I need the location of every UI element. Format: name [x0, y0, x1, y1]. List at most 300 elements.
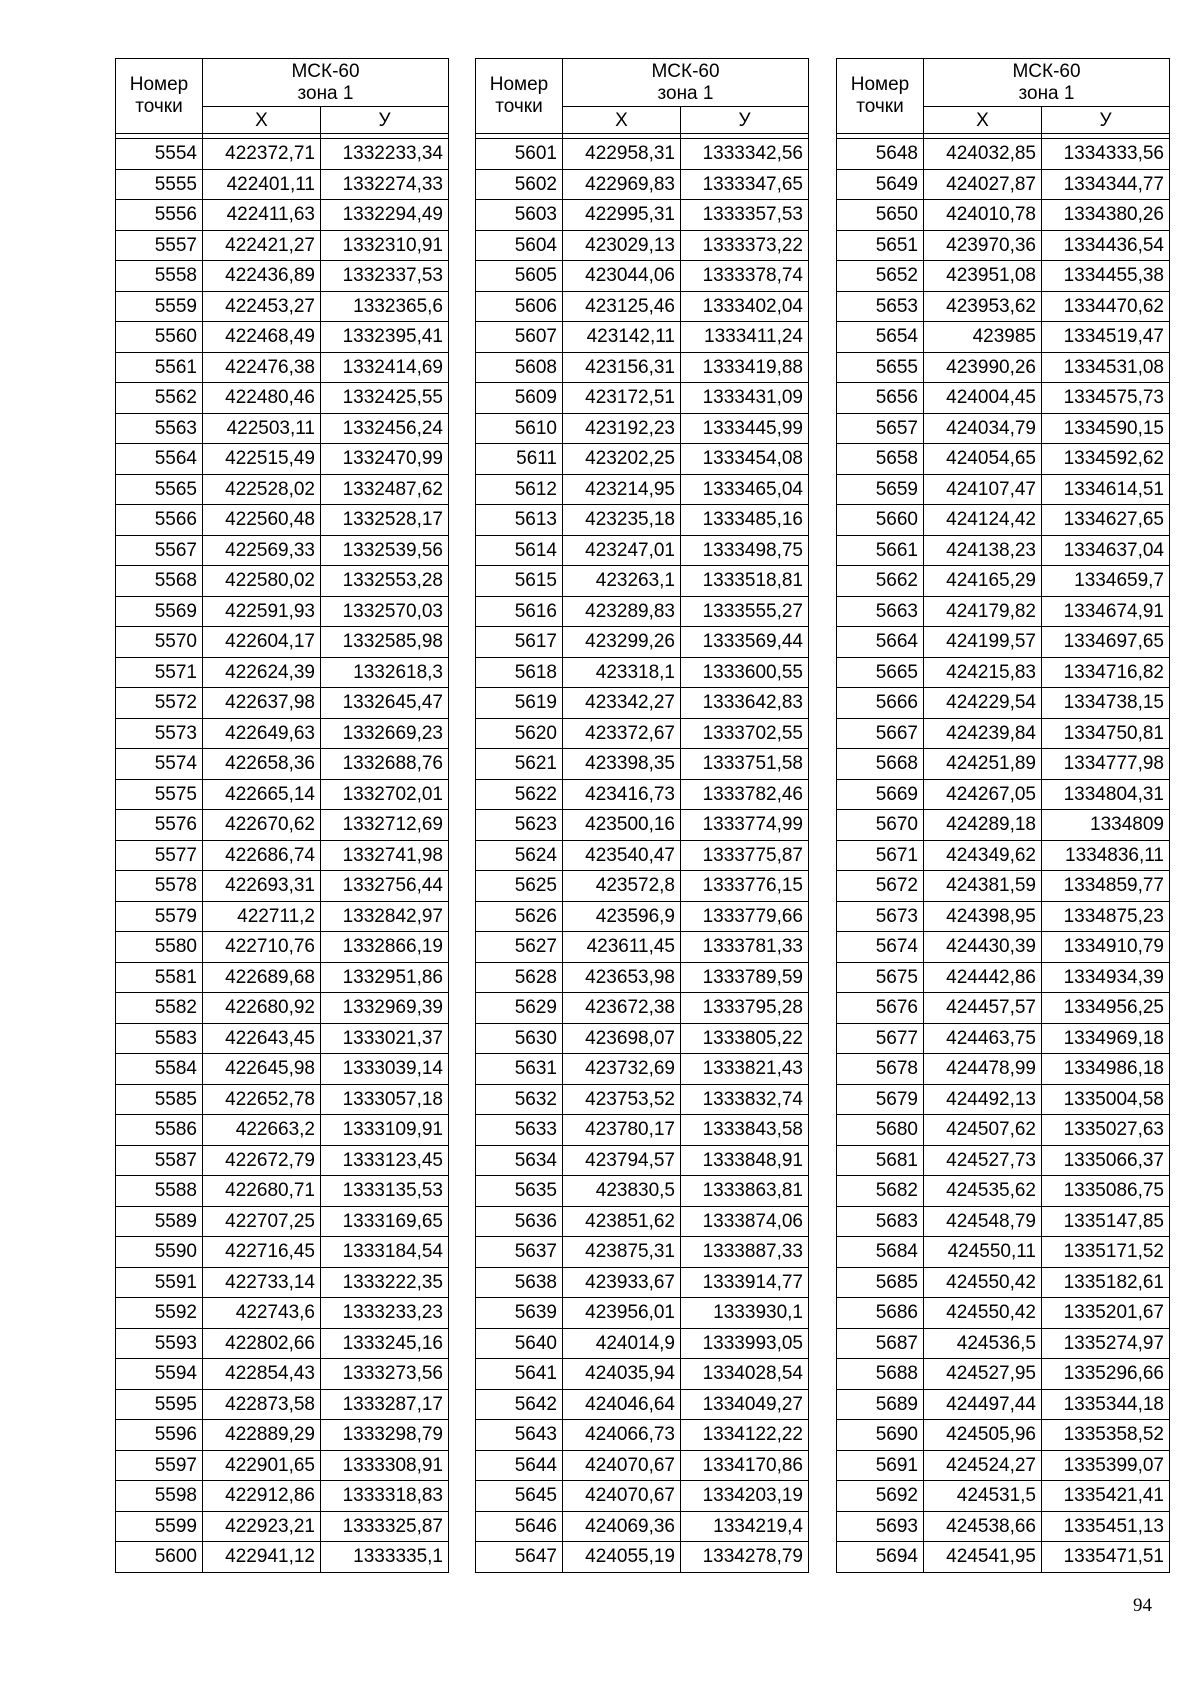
x-coordinate-cell: 422802,66	[203, 1328, 321, 1359]
table-row	[837, 932, 1170, 963]
point-number-cell: 5655	[837, 352, 924, 383]
y-coordinate-cell: 1334333,56	[1042, 139, 1170, 170]
point-number-cell: 5592	[116, 1298, 203, 1329]
point-number-cell: 5624	[476, 840, 563, 871]
table-row	[116, 688, 449, 719]
x-coordinate-cell: 423985	[924, 322, 1042, 353]
y-coordinate-cell: 1332756,44	[321, 871, 449, 902]
table-row	[476, 1511, 809, 1542]
table-row	[476, 1298, 809, 1329]
x-coordinate-cell: 424054,65	[924, 444, 1042, 475]
table-row	[837, 657, 1170, 688]
y-coordinate-cell: 1333169,65	[321, 1206, 449, 1237]
table-row	[476, 1542, 809, 1573]
y-coordinate-cell: 1333298,79	[321, 1420, 449, 1451]
x-coordinate-cell: 422707,25	[203, 1206, 321, 1237]
point-number-cell: 5687	[837, 1328, 924, 1359]
x-coordinate-cell: 422901,65	[203, 1450, 321, 1481]
table-row	[116, 871, 449, 902]
x-coordinate-cell: 424229,54	[924, 688, 1042, 719]
y-coordinate-cell: 1333485,16	[681, 505, 809, 536]
x-coordinate-cell: 424107,47	[924, 474, 1042, 505]
x-coordinate-cell: 422680,71	[203, 1176, 321, 1207]
y-coordinate-cell: 1332539,56	[321, 535, 449, 566]
table-row	[476, 1206, 809, 1237]
x-coordinate-cell: 422436,89	[203, 261, 321, 292]
x-coordinate-cell: 423044,06	[563, 261, 681, 292]
point-number-cell: 5558	[116, 261, 203, 292]
y-coordinate-cell: 1334519,47	[1042, 322, 1170, 353]
x-coordinate-cell: 423235,18	[563, 505, 681, 536]
y-coordinate-cell: 1332337,53	[321, 261, 449, 292]
table-row	[116, 1206, 449, 1237]
y-coordinate-cell: 1333555,27	[681, 596, 809, 627]
table-row	[837, 291, 1170, 322]
point-number-cell: 5653	[837, 291, 924, 322]
table-row	[837, 688, 1170, 719]
table-row	[476, 1267, 809, 1298]
point-number-cell: 5594	[116, 1359, 203, 1390]
table-row	[116, 779, 449, 810]
x-coordinate-cell: 424507,62	[924, 1115, 1042, 1146]
table-row	[476, 596, 809, 627]
x-coordinate-cell: 422686,74	[203, 840, 321, 871]
table-row	[116, 291, 449, 322]
point-number-cell: 5612	[476, 474, 563, 505]
point-number-cell: 5573	[116, 718, 203, 749]
y-coordinate-cell: 1334590,15	[1042, 413, 1170, 444]
table-row	[837, 1298, 1170, 1329]
y-coordinate-cell: 1334969,18	[1042, 1023, 1170, 1054]
x-coordinate-cell: 424069,36	[563, 1511, 681, 1542]
y-coordinate-cell: 1332425,55	[321, 383, 449, 414]
point-number-cell: 5617	[476, 627, 563, 658]
point-number-cell: 5618	[476, 657, 563, 688]
y-coordinate-cell: 1334028,54	[681, 1359, 809, 1390]
table-row	[837, 1328, 1170, 1359]
table-row	[837, 901, 1170, 932]
y-coordinate-cell: 1333411,24	[681, 322, 809, 353]
y-coordinate-cell: 1334859,77	[1042, 871, 1170, 902]
y-coordinate-cell: 1334836,11	[1042, 840, 1170, 871]
table-row	[476, 444, 809, 475]
table-row	[116, 840, 449, 871]
y-coordinate-cell: 1333325,87	[321, 1511, 449, 1542]
x-coordinate-cell: 424124,42	[924, 505, 1042, 536]
table-row	[837, 474, 1170, 505]
y-coordinate-cell: 1333498,75	[681, 535, 809, 566]
y-coordinate-cell: 1334956,25	[1042, 993, 1170, 1024]
table-row	[476, 1237, 809, 1268]
point-number-cell: 5568	[116, 566, 203, 597]
x-coordinate-cell: 422670,62	[203, 810, 321, 841]
x-coordinate-cell: 422665,14	[203, 779, 321, 810]
x-coordinate-cell: 424199,57	[924, 627, 1042, 658]
table-row	[476, 169, 809, 200]
table-row	[116, 169, 449, 200]
table-row	[116, 261, 449, 292]
y-coordinate-cell: 1334344,77	[1042, 169, 1170, 200]
point-number-cell: 5643	[476, 1420, 563, 1451]
table-row	[476, 688, 809, 719]
point-number-cell: 5622	[476, 779, 563, 810]
table-row	[837, 1267, 1170, 1298]
point-number-cell: 5633	[476, 1115, 563, 1146]
x-coordinate-cell: 422480,46	[203, 383, 321, 414]
table-row	[116, 1023, 449, 1054]
table-row	[476, 749, 809, 780]
y-coordinate-cell: 1333569,44	[681, 627, 809, 658]
table-row	[837, 1176, 1170, 1207]
x-coordinate-cell: 424457,57	[924, 993, 1042, 1024]
x-coordinate-cell: 422421,27	[203, 230, 321, 261]
y-coordinate-cell: 1335358,52	[1042, 1420, 1170, 1451]
x-coordinate-cell: 424034,79	[924, 413, 1042, 444]
x-coordinate-cell: 423951,08	[924, 261, 1042, 292]
y-coordinate-cell: 1334777,98	[1042, 749, 1170, 780]
x-coordinate-cell: 422476,38	[203, 352, 321, 383]
table-row	[837, 383, 1170, 414]
table-row	[476, 139, 809, 170]
x-coordinate-cell: 424548,79	[924, 1206, 1042, 1237]
y-coordinate-cell: 1333021,37	[321, 1023, 449, 1054]
y-coordinate-cell: 1334750,81	[1042, 718, 1170, 749]
x-coordinate-cell: 424004,45	[924, 383, 1042, 414]
point-number-cell: 5691	[837, 1450, 924, 1481]
y-coordinate-cell: 1334804,31	[1042, 779, 1170, 810]
point-number-cell: 5603	[476, 200, 563, 231]
y-coordinate-cell: 1334531,08	[1042, 352, 1170, 383]
point-number-cell: 5554	[116, 139, 203, 170]
table-row	[837, 566, 1170, 597]
x-coordinate-cell: 424550,42	[924, 1298, 1042, 1329]
table-row	[476, 1450, 809, 1481]
x-coordinate-cell: 424527,95	[924, 1359, 1042, 1390]
x-coordinate-cell: 423318,1	[563, 657, 681, 688]
y-coordinate-cell: 1333184,54	[321, 1237, 449, 1268]
x-coordinate-cell: 422854,43	[203, 1359, 321, 1390]
coordinate-system-header: МСК-60 зона 1	[203, 59, 449, 107]
y-coordinate-cell: 1332414,69	[321, 352, 449, 383]
x-coordinate-cell: 423156,31	[563, 352, 681, 383]
table-row	[837, 444, 1170, 475]
y-coordinate-cell: 1334575,73	[1042, 383, 1170, 414]
table-row	[116, 352, 449, 383]
table-row	[476, 535, 809, 566]
point-number-cell: 5652	[837, 261, 924, 292]
table-row	[476, 932, 809, 963]
point-number-cell: 5606	[476, 291, 563, 322]
y-coordinate-cell: 1334934,39	[1042, 962, 1170, 993]
point-number-cell: 5566	[116, 505, 203, 536]
table-row	[476, 230, 809, 261]
y-coordinate-cell: 1333109,91	[321, 1115, 449, 1146]
y-coordinate-cell: 1335296,66	[1042, 1359, 1170, 1390]
table-row	[837, 810, 1170, 841]
table-row	[116, 1237, 449, 1268]
point-number-cell: 5564	[116, 444, 203, 475]
table-row	[476, 1176, 809, 1207]
point-number-cell: 5559	[116, 291, 203, 322]
point-number-cell: 5595	[116, 1389, 203, 1420]
table-row	[116, 200, 449, 231]
y-coordinate-cell: 1332233,34	[321, 139, 449, 170]
x-coordinate-cell: 424267,05	[924, 779, 1042, 810]
y-coordinate-cell: 1332951,86	[321, 962, 449, 993]
y-coordinate-cell: 1334875,23	[1042, 901, 1170, 932]
point-number-cell: 5583	[116, 1023, 203, 1054]
point-number-cell: 5659	[837, 474, 924, 505]
table-row	[837, 169, 1170, 200]
y-coordinate-cell: 1334738,15	[1042, 688, 1170, 719]
y-coordinate-cell: 1335004,58	[1042, 1084, 1170, 1115]
table-row	[116, 1511, 449, 1542]
y-coordinate-cell: 1335399,07	[1042, 1450, 1170, 1481]
x-coordinate-cell: 423192,23	[563, 413, 681, 444]
point-number-cell: 5651	[837, 230, 924, 261]
y-coordinate-cell: 1335086,75	[1042, 1176, 1170, 1207]
table-row	[116, 1450, 449, 1481]
x-coordinate-cell: 424535,62	[924, 1176, 1042, 1207]
point-number-cell: 5689	[837, 1389, 924, 1420]
y-coordinate-cell: 1333821,43	[681, 1054, 809, 1085]
x-coordinate-cell: 422560,48	[203, 505, 321, 536]
y-coordinate-cell: 1332585,98	[321, 627, 449, 658]
point-number-cell: 5604	[476, 230, 563, 261]
x-coordinate-cell: 423596,9	[563, 901, 681, 932]
y-coordinate-cell: 1332528,17	[321, 505, 449, 536]
point-number-cell: 5555	[116, 169, 203, 200]
x-coordinate-cell: 424550,11	[924, 1237, 1042, 1268]
y-coordinate-cell: 1333057,18	[321, 1084, 449, 1115]
point-number-cell: 5610	[476, 413, 563, 444]
x-coordinate-cell: 424442,86	[924, 962, 1042, 993]
x-coordinate-cell: 423299,26	[563, 627, 681, 658]
y-coordinate-cell: 1332456,24	[321, 413, 449, 444]
y-coordinate-cell: 1334470,62	[1042, 291, 1170, 322]
point-number-cell: 5616	[476, 596, 563, 627]
table-row	[116, 718, 449, 749]
table-row	[116, 1054, 449, 1085]
x-coordinate-cell: 422591,93	[203, 596, 321, 627]
table-row	[837, 627, 1170, 658]
point-number-cell: 5567	[116, 535, 203, 566]
point-number-cell: 5693	[837, 1511, 924, 1542]
y-coordinate-cell: 1335182,61	[1042, 1267, 1170, 1298]
point-number-cell: 5658	[837, 444, 924, 475]
table-row	[837, 1115, 1170, 1146]
x-coordinate-cell: 423540,47	[563, 840, 681, 871]
y-coordinate-cell: 1332702,01	[321, 779, 449, 810]
y-coordinate-cell: 1333273,56	[321, 1359, 449, 1390]
table-row	[837, 261, 1170, 292]
point-number-cell: 5686	[837, 1298, 924, 1329]
x-coordinate-cell: 422711,2	[203, 901, 321, 932]
coordinates-table-1	[115, 58, 449, 1573]
table-row	[476, 352, 809, 383]
point-number-cell: 5683	[837, 1206, 924, 1237]
table-row	[116, 1145, 449, 1176]
x-coordinate-cell: 424014,9	[563, 1328, 681, 1359]
x-coordinate-cell: 423990,26	[924, 352, 1042, 383]
table-row	[116, 962, 449, 993]
point-number-cell: 5574	[116, 749, 203, 780]
table-row	[476, 810, 809, 841]
y-coordinate-cell: 1335451,13	[1042, 1511, 1170, 1542]
point-number-cell: 5632	[476, 1084, 563, 1115]
y-coordinate-cell: 1333287,17	[321, 1389, 449, 1420]
point-number-cell: 5670	[837, 810, 924, 841]
table-row	[116, 1176, 449, 1207]
point-number-cell: 5669	[837, 779, 924, 810]
point-number-cell: 5620	[476, 718, 563, 749]
y-coordinate-cell: 1333419,88	[681, 352, 809, 383]
x-coordinate-cell: 423289,83	[563, 596, 681, 627]
x-coordinate-cell: 422580,02	[203, 566, 321, 597]
point-number-cell: 5591	[116, 1267, 203, 1298]
y-coordinate-cell: 1333222,35	[321, 1267, 449, 1298]
point-number-header: Номер точки	[116, 59, 203, 134]
point-number-cell: 5684	[837, 1237, 924, 1268]
point-number-cell: 5569	[116, 596, 203, 627]
y-coordinate-cell: 1335344,18	[1042, 1389, 1170, 1420]
point-number-cell: 5565	[116, 474, 203, 505]
coordinate-system-header: МСК-60 зона 1	[563, 59, 809, 107]
table-row	[476, 657, 809, 688]
point-number-cell: 5589	[116, 1206, 203, 1237]
point-number-cell: 5598	[116, 1481, 203, 1512]
point-number-cell: 5577	[116, 840, 203, 871]
point-number-cell: 5586	[116, 1115, 203, 1146]
y-coordinate-cell: 1333887,33	[681, 1237, 809, 1268]
table-row	[116, 1298, 449, 1329]
x-coordinate-cell: 423780,17	[563, 1115, 681, 1146]
x-coordinate-cell: 424536,5	[924, 1328, 1042, 1359]
point-number-cell: 5648	[837, 139, 924, 170]
y-coordinate-cell: 1333782,46	[681, 779, 809, 810]
x-coordinate-cell: 423698,07	[563, 1023, 681, 1054]
x-coordinate-cell: 423342,27	[563, 688, 681, 719]
point-number-cell: 5677	[837, 1023, 924, 1054]
point-number-cell: 5584	[116, 1054, 203, 1085]
table-row	[116, 810, 449, 841]
point-number-cell: 5637	[476, 1237, 563, 1268]
point-number-cell: 5578	[116, 871, 203, 902]
point-number-cell: 5694	[837, 1542, 924, 1573]
y-coordinate-cell: 1333342,56	[681, 139, 809, 170]
y-coordinate-cell: 1334170,86	[681, 1450, 809, 1481]
x-coordinate-cell: 424381,59	[924, 871, 1042, 902]
x-coordinate-cell: 424055,19	[563, 1542, 681, 1573]
table-row	[476, 840, 809, 871]
x-coordinate-cell: 424251,89	[924, 749, 1042, 780]
table-row	[116, 993, 449, 1024]
point-number-cell: 5613	[476, 505, 563, 536]
point-number-cell: 5590	[116, 1237, 203, 1268]
x-coordinate-cell: 422569,33	[203, 535, 321, 566]
x-coordinate-cell: 423794,57	[563, 1145, 681, 1176]
table-row	[116, 1420, 449, 1451]
table-row	[116, 1328, 449, 1359]
y-coordinate-cell: 1333781,33	[681, 932, 809, 963]
x-coordinate-cell: 422923,21	[203, 1511, 321, 1542]
point-number-cell: 5666	[837, 688, 924, 719]
x-coordinate-cell: 423830,5	[563, 1176, 681, 1207]
table-row	[837, 1023, 1170, 1054]
point-number-cell: 5682	[837, 1176, 924, 1207]
table-row	[476, 291, 809, 322]
table-row	[476, 200, 809, 231]
table-row	[476, 1328, 809, 1359]
table-row	[837, 1420, 1170, 1451]
table-row	[116, 474, 449, 505]
table-row	[116, 535, 449, 566]
point-number-cell: 5635	[476, 1176, 563, 1207]
y-coordinate-cell: 1334910,79	[1042, 932, 1170, 963]
point-number-cell: 5647	[476, 1542, 563, 1573]
point-number-cell: 5588	[116, 1176, 203, 1207]
table-row	[837, 352, 1170, 383]
x-coordinate-cell: 422643,45	[203, 1023, 321, 1054]
y-coordinate-cell: 1334219,4	[681, 1511, 809, 1542]
table-row	[476, 871, 809, 902]
table-row	[476, 1084, 809, 1115]
point-number-cell: 5675	[837, 962, 924, 993]
y-coordinate-cell: 1334659,7	[1042, 566, 1170, 597]
table-row	[837, 871, 1170, 902]
x-coordinate-cell: 424550,42	[924, 1267, 1042, 1298]
x-coordinate-cell: 422468,49	[203, 322, 321, 353]
point-number-cell: 5585	[116, 1084, 203, 1115]
table-row	[837, 1084, 1170, 1115]
x-coordinate-cell: 422503,11	[203, 413, 321, 444]
y-coordinate-cell: 1332969,39	[321, 993, 449, 1024]
point-number-cell: 5685	[837, 1267, 924, 1298]
x-axis-header: X	[203, 107, 321, 134]
point-number-cell: 5570	[116, 627, 203, 658]
table-row	[476, 627, 809, 658]
point-number-cell: 5615	[476, 566, 563, 597]
y-coordinate-cell: 1333600,55	[681, 657, 809, 688]
y-coordinate-cell: 1334455,38	[1042, 261, 1170, 292]
table-row	[476, 962, 809, 993]
x-coordinate-cell: 424527,73	[924, 1145, 1042, 1176]
y-coordinate-cell: 1332365,6	[321, 291, 449, 322]
x-coordinate-cell: 424027,87	[924, 169, 1042, 200]
x-coordinate-cell: 422411,63	[203, 200, 321, 231]
x-coordinate-cell: 423970,36	[924, 230, 1042, 261]
x-coordinate-cell: 422401,11	[203, 169, 321, 200]
point-number-cell: 5605	[476, 261, 563, 292]
point-number-cell: 5601	[476, 139, 563, 170]
table-row	[116, 749, 449, 780]
x-coordinate-cell: 422995,31	[563, 200, 681, 231]
table-row	[837, 1511, 1170, 1542]
y-coordinate-cell: 1333123,45	[321, 1145, 449, 1176]
table-row	[116, 413, 449, 444]
y-axis-header: У	[681, 107, 809, 134]
x-coordinate-cell: 423142,11	[563, 322, 681, 353]
x-coordinate-cell: 424541,95	[924, 1542, 1042, 1573]
point-number-cell: 5607	[476, 322, 563, 353]
table-row	[837, 1359, 1170, 1390]
point-number-cell: 5619	[476, 688, 563, 719]
x-coordinate-cell: 424165,29	[924, 566, 1042, 597]
x-coordinate-cell: 422716,45	[203, 1237, 321, 1268]
page-number: 94	[1133, 1595, 1152, 1616]
point-number-cell: 5630	[476, 1023, 563, 1054]
table-row	[837, 1054, 1170, 1085]
